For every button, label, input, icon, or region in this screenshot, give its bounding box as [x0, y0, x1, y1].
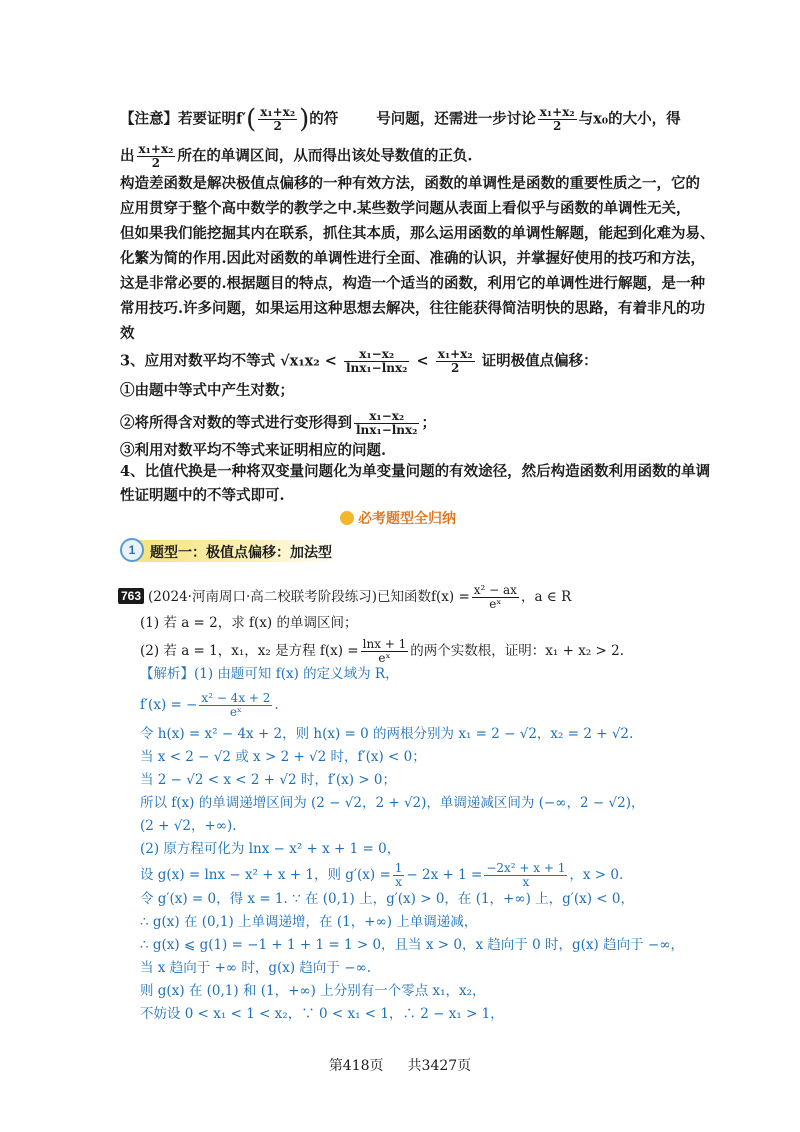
item-3-text: 3、应用对数平均不等式	[120, 352, 276, 370]
paren-open: (	[246, 104, 257, 135]
fraction-x1-plus-x2	[258, 106, 297, 133]
arith-mean-fraction	[436, 348, 475, 375]
item-3-text: 证明极值点偏移：	[481, 352, 598, 370]
solution-line: 令 h(x) = x² − 4x + 2，则 h(x) = 0 的两根分别为 x₁ = 2 − √2，x₂ = 2 + √2.	[140, 726, 634, 742]
fraction-numerator: 1	[394, 861, 403, 875]
solution-line	[140, 862, 623, 889]
banner-title: 题型一：极值点偏移：加法型	[150, 545, 332, 561]
step-2-text: ②将所得含对数的等式进行变形得到	[120, 414, 352, 432]
fraction-denominator: x	[395, 875, 402, 889]
fraction-numerator: x₁+x₂	[260, 105, 296, 119]
step-3: ③利用对数平均不等式来证明相应的问题.	[120, 442, 387, 459]
solution-line: 当 2 − √2 < x < 2 + √2 时，f′(x) > 0；	[140, 772, 397, 788]
note-text: 号问题，还需进一步讨论	[376, 110, 536, 128]
item-3-line	[120, 348, 598, 375]
fraction-numerator: lnx + 1	[362, 637, 407, 651]
fraction-numerator: x² − ax	[473, 583, 517, 597]
fraction-numerator: x₁+x₂	[437, 347, 473, 361]
note-text: 出	[120, 147, 135, 165]
para-line: 常用技巧.许多问题，如果运用这种思想去解决，往往能获得简洁明快的思路，有着非凡的功	[120, 300, 706, 317]
section-title	[340, 508, 456, 528]
question-2-text: (2) 若 a = 1，x₁，x₂ 是方程 f(x) =	[140, 643, 359, 659]
solution-line: 当 x < 2 − √2 或 x > 2 + √2 时，f′(x) < 0；	[140, 749, 426, 765]
para-line: 化繁为简的作用.因此对函数的单调性进行全面、准确的认识，并掌握好使用的技巧和方法，	[120, 250, 706, 267]
solution-line: 则 g(x) 在 (0,1) 和 (1，+∞) 上分别有一个零点 x₁，x₂，	[140, 983, 486, 999]
page-footer	[0, 1055, 800, 1075]
sqrt-x1x2: √x₁x₂	[280, 352, 320, 370]
fraction-numerator: x₁+x₂	[138, 142, 174, 156]
step-2	[120, 410, 436, 437]
item-4-line: 性证明题中的不等式即可.	[120, 487, 285, 504]
fraction-numerator: x₁+x₂	[539, 105, 575, 119]
log-mean-fraction	[344, 348, 409, 375]
paren-close: )	[299, 104, 310, 135]
question-1: (1) 若 a = 2，求 f(x) 的单调区间；	[140, 615, 358, 631]
g-prime-fraction	[484, 862, 567, 889]
note-text: 所在的单调区间，从而得出该处导数值的正负.	[177, 147, 473, 165]
solution-line: (2) 原方程可化为 lnx − x² + x + 1 = 0，	[140, 841, 401, 857]
para-line: 应用贯穿于整个高中数学的教学之中.某些数学问题从表面上看似乎与函数的单调性无关，	[120, 200, 691, 217]
note-text: 与	[578, 110, 594, 128]
log-mean-fraction	[354, 410, 419, 437]
fraction-numerator: x₁−x₂	[354, 410, 419, 424]
solution-line: 【解析】(1) 由题可知 f(x) 的定义域为 R，	[140, 666, 399, 682]
solution-line: (2 + √2，+∞).	[140, 818, 237, 834]
para-line: 但如果我们能挖掘其内在联系，抓住其本质，那么运用函数的单调性解题，能起到化难为易、	[120, 225, 715, 242]
solution-text: 设 g(x) = lnx − x² + x + 1，则 g′(x) =	[140, 867, 391, 883]
note-line-1	[120, 106, 681, 133]
banner-number-badge: 1	[120, 538, 144, 562]
solution-line: ∴ g(x) ⩽ g(1) = −1 + 1 + 1 = 1 > 0，且当 x > 0，x 趋向于 0 时，g(x) 趋向于 −∞，	[140, 937, 684, 953]
para-line: 构造差函数是解决极值点偏移的一种有效方法，函数的单调性是函数的重要性质之一，它的	[120, 175, 700, 192]
para-line: 效	[120, 325, 135, 342]
section-title-text: 必考题型全归纳	[358, 511, 456, 527]
fraction-denominator: eˣ	[489, 597, 502, 611]
note-text: 的大小，得	[608, 110, 681, 128]
question-2-text: 的两个实数根，证明：x₁ + x₂ > 2.	[410, 643, 625, 659]
fraction-denominator: 2	[151, 156, 161, 170]
one-over-x-fraction	[393, 862, 405, 889]
solution-line: ∴ g(x) 在 (0,1) 上单调递增，在 (1，+∞) 上单调递减，	[140, 914, 478, 930]
function-label: f(x) =	[431, 589, 470, 605]
para-line: 这是非常必要的.根据题目的特点，构造一个适当的函数，利用它的单调性进行解题，是一种	[120, 275, 706, 292]
note-text: 的符	[309, 110, 339, 128]
f-prime: f′	[236, 110, 247, 128]
solution-text: .	[274, 697, 279, 713]
function-fraction	[472, 584, 519, 611]
derivative-fraction	[199, 692, 272, 719]
less-than: <	[324, 352, 337, 370]
solution-line	[140, 692, 279, 719]
solution-line: 不妨设 0 < x₁ < 1 < x₂，∵ 0 < x₁ < 1，∴ 2 − x₁ > 1，	[140, 1006, 504, 1022]
solution-line: 令 g′(x) = 0，得 x = 1. ∵ 在 (0,1) 上，g′(x) > 0，在 (1，+∞) 上，g′(x) < 0，	[140, 891, 635, 907]
problem-text: ，a ∈ R	[520, 589, 572, 605]
page-number: 第418页	[328, 1058, 384, 1074]
fraction-denominator: lnx₁−lnx₂	[356, 423, 418, 437]
fraction-denominator: 2	[273, 119, 282, 133]
fraction-denominator: x	[522, 875, 530, 889]
problem-line	[118, 584, 571, 611]
note-text: 【注意】若要证明	[120, 110, 236, 128]
fraction-denominator: eˣ	[378, 651, 391, 665]
sun-icon	[340, 511, 354, 525]
fraction-denominator: 2	[450, 361, 460, 375]
step-1: ①由题中等式中产生对数；	[120, 382, 294, 399]
equation-fraction	[361, 638, 409, 665]
step-2-text: ；	[421, 414, 436, 432]
note-line-2	[120, 143, 472, 170]
x0-symbol: x₀	[593, 110, 609, 128]
question-type-banner	[120, 538, 365, 564]
fraction-numerator: x² − 4x + 2	[201, 691, 271, 705]
fraction-x1-plus-x2	[538, 106, 577, 133]
fraction-denominator: 2	[553, 119, 562, 133]
solution-text: f′(x) = −	[140, 697, 198, 713]
fraction-numerator: x₁−x₂	[344, 348, 409, 362]
item-4-line: 4、比值代换是一种将双变量问题化为单变量问题的有效途径，然后构造函数利用函数的单调	[120, 463, 711, 480]
fraction-numerator: −2x² + x + 1	[486, 861, 566, 875]
solution-text: − 2x + 1 =	[406, 867, 483, 883]
question-2	[140, 638, 624, 665]
fraction-denominator: lnx₁−lnx₂	[345, 361, 408, 375]
solution-line: 当 x 趋向于 +∞ 时，g(x) 趋向于 −∞.	[140, 960, 372, 976]
fraction-x1-plus-x2	[137, 143, 176, 170]
solution-text: ，x > 0.	[569, 867, 624, 883]
fraction-denominator: eˣ	[229, 705, 242, 719]
less-than: <	[416, 352, 429, 370]
total-pages: 共3427页	[407, 1058, 472, 1074]
problem-source: (2024·河南周口·高二校联考阶段练习)已知函数	[148, 589, 432, 605]
problem-number: 763	[118, 588, 144, 604]
solution-line: 所以 f(x) 的单调递增区间为 (2 − √2，2 + √2)，单调递减区间为 (−∞，2 − √2)，	[140, 795, 645, 811]
